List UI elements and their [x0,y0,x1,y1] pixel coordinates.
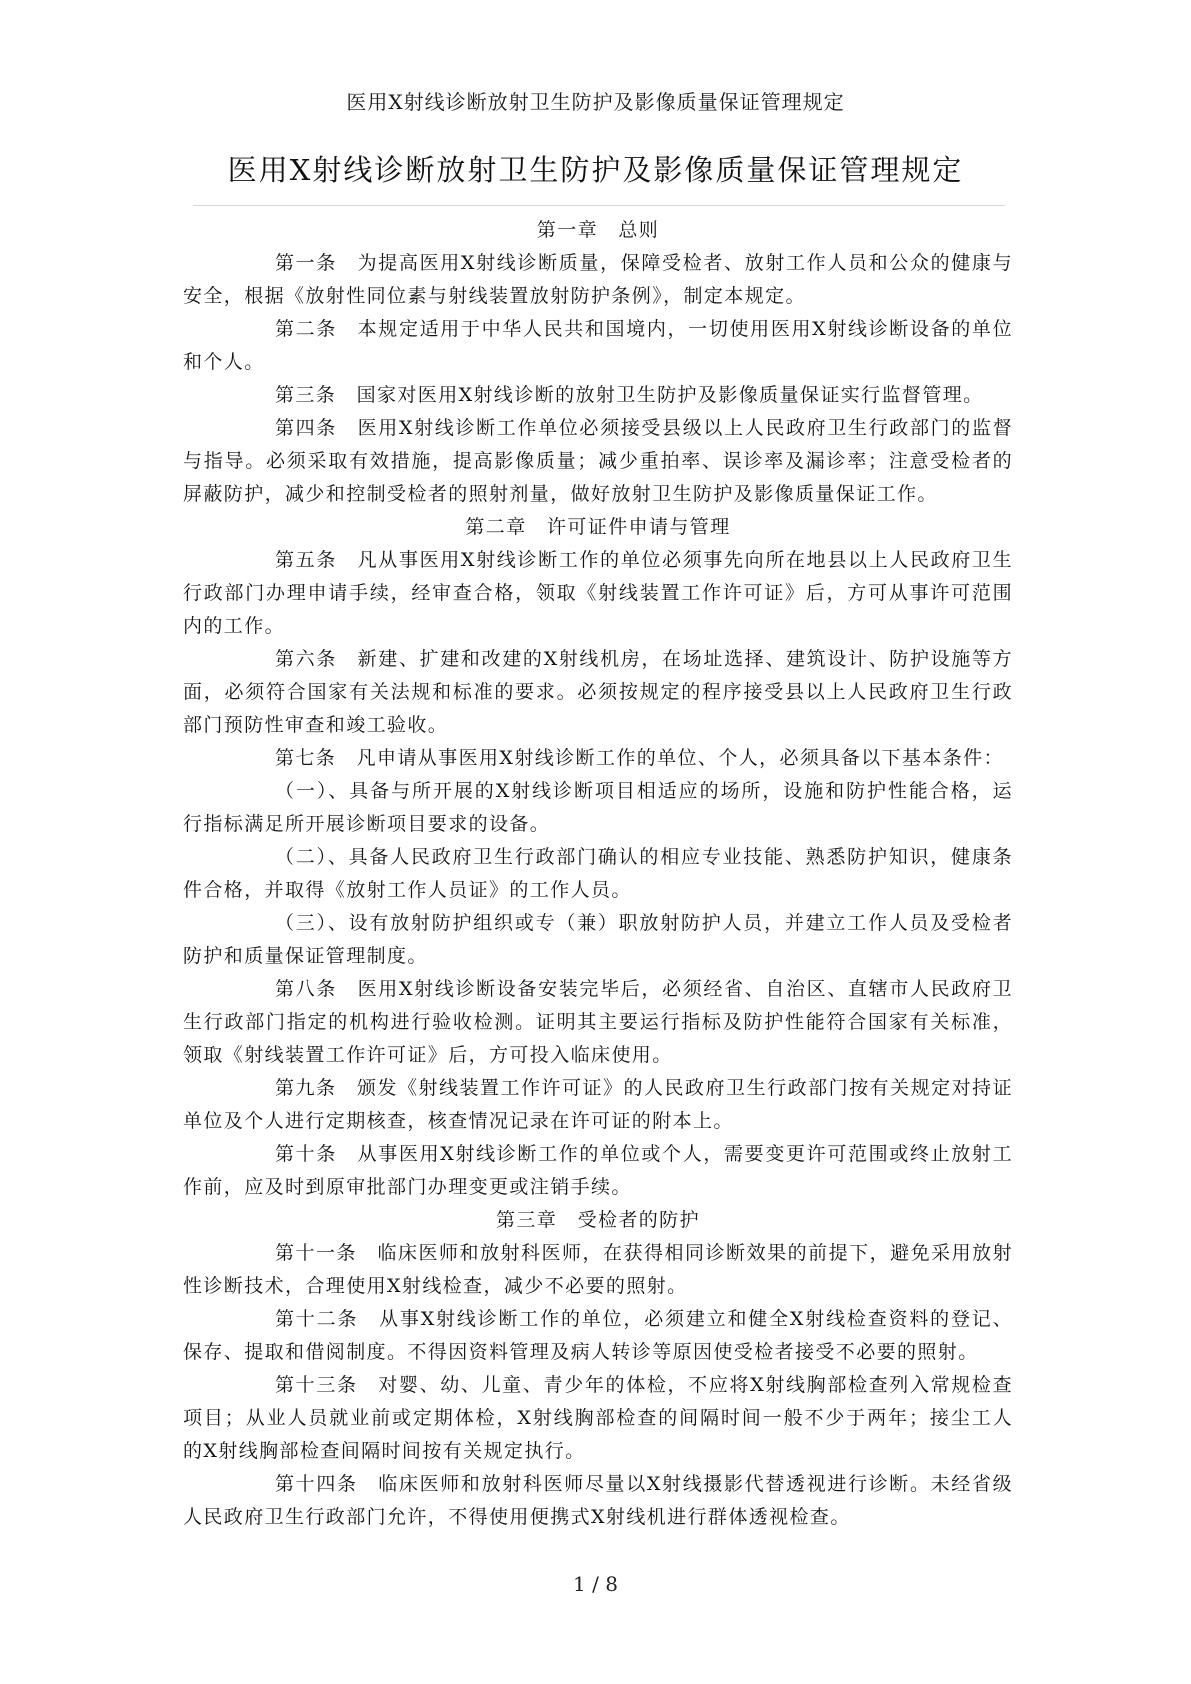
article-paragraph: 第一条 为提高医用X射线诊断质量，保障受检者、放射工作人员和公众的健康与安全，根据《放射性同位素与射线装置放射防护条例》，制定本规定。 [183,252,1013,307]
page-number: 1 / 8 [573,1572,618,1596]
article-paragraph: 第十一条 临床医师和放射科医师，在获得相同诊断效果的前提下，避免采用放射性诊断技术，合理使用X射线检查，减少不必要的照射。 [183,1242,1013,1297]
article-paragraph: 第四条 医用X射线诊断工作单位必须接受县级以上人民政府卫生行政部门的监督与指导。必须采取有效措施，提高影像质量；减少重拍率、误诊率及漏诊率；注意受检者的屏蔽防护，减少和控制受检者的照射剂量，做好放射卫生防护及影像质量保证工作。 [183,417,1013,505]
title-divider [193,205,1005,206]
article-paragraph: 第八条 医用X射线诊断设备安装完毕后，必须经省、自治区、直辖市人民政府卫生行政部门指定的机构进行验收检测。证明其主要运行指标及防护性能符合国家有关标准，领取《射线装置工作许可证》后，方可投入临床使用。 [183,978,1013,1066]
chapter-heading: 第一章 总则 [536,219,660,241]
running-header: 医用X射线诊断放射卫生防护及影像质量保证管理规定 [346,90,845,114]
document-title: 医用X射线诊断放射卫生防护及影像质量保证管理规定 [227,153,964,187]
article-paragraph: 第七条 凡申请从事医用X射线诊断工作的单位、个人，必须具备以下基本条件： [275,747,1004,769]
article-paragraph: 第十三条 对婴、幼、儿童、青少年的体检，不应将X射线胸部检查列入常规检查项目；从业人员就业前或定期体检，X射线胸部检查的间隔时间一般不少于两年；接尘工人的X射线胸部检查间隔时间按有关规定执行。 [183,1374,1013,1462]
article-paragraph: 第九条 颁发《射线装置工作许可证》的人民政府卫生行政部门按有关规定对持证单位及个人进行定期核查，核查情况记录在许可证的附本上。 [183,1077,1013,1132]
article-paragraph: 第十四条 临床医师和放射科医师尽量以X射线摄影代替透视进行诊断。未经省级人民政府卫生行政部门允许，不得使用便携式X射线机进行群体透视检查。 [183,1473,1013,1528]
article-paragraph: 第五条 凡从事医用X射线诊断工作的单位必须事先向所在地县以上人民政府卫生行政部门办理申请手续，经审查合格，领取《射线装置工作许可证》后，方可从事许可范围内的工作。 [183,549,1013,637]
article-paragraph: 第十二条 从事X射线诊断工作的单位，必须建立和健全X射线检查资料的登记、保存、提取和借阅制度。不得因资料管理及病人转诊等原因使受检者接受不必要的照射。 [183,1308,1013,1363]
chapter-heading: 第二章 许可证件申请与管理 [465,516,731,538]
document-body [183,214,1013,1534]
article-paragraph: 第六条 新建、扩建和改建的X射线机房，在场址选择、建筑设计、防护设施等方面，必须符合国家有关法规和标准的要求。必须按规定的程序接受县以上人民政府卫生行政部门预防性审查和竣工验收。 [183,648,1013,736]
chapter-heading: 第三章 受检者的防护 [495,1209,700,1231]
article-paragraph: （一）、具备与所开展的X射线诊断项目相适应的场所，设施和防护性能合格，运行指标满足所开展诊断项目要求的设备。 [183,780,1013,835]
article-paragraph: （二）、具备人民政府卫生行政部门确认的相应专业技能、熟悉防护知识，健康条件合格，并取得《放射工作人员证》的工作人员。 [183,846,1013,901]
article-paragraph: 第十条 从事医用X射线诊断工作的单位或个人，需要变更许可范围或终止放射工作前，应及时到原审批部门办理变更或注销手续。 [183,1143,1013,1198]
article-paragraph: 第二条 本规定适用于中华人民共和国境内，一切使用医用X射线诊断设备的单位和个人。 [183,318,1013,373]
article-paragraph: 第三条 国家对医用X射线诊断的放射卫生防护及影像质量保证实行监督管理。 [275,384,984,406]
article-paragraph: （三）、设有放射防护组织或专（兼）职放射防护人员，并建立工作人员及受检者防护和质量保证管理制度。 [183,912,1013,967]
